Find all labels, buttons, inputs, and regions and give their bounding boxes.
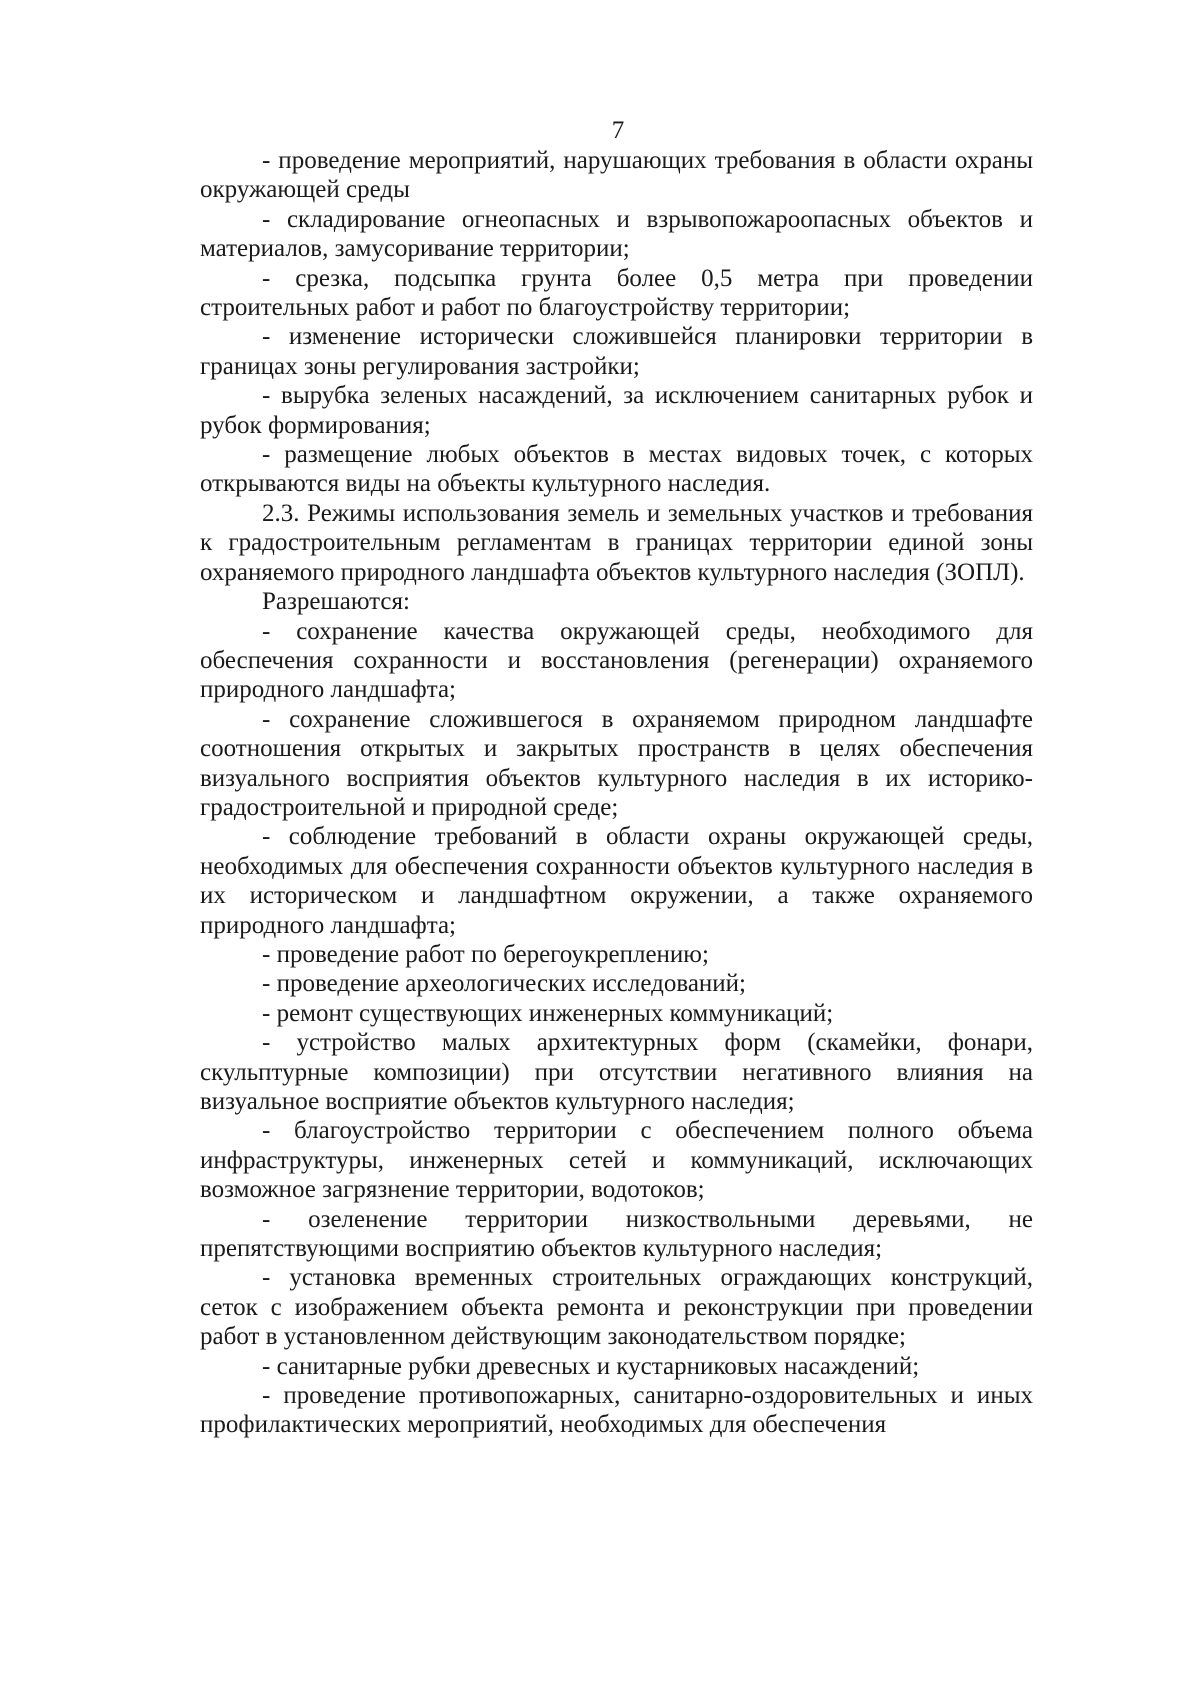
paragraph: - устройство малых архитектурных форм (скамейки, фонари, скульптурные композиции) при отсутствии негативного влияния на визуальное восприятие объектов культурного наследия; [200,1029,1033,1115]
paragraph: - проведение противопожарных, санитарно-оздоровительных и иных профилактических мероприятий, необходимых для обеспечения [200,1382,1033,1439]
paragraph: - благоустройство территории с обеспечением полного объема инфраструктуры, инженерных сетей и коммуникаций, исключающих возможное загрязнение территории, водотоков; [200,1117,1033,1204]
paragraph: - сохранение сложившегося в охраняемом природном ландшафте соотношения открытых и закрытых пространств в целях обеспечения визуального восприятия объектов культурного наследия в их историко-градостроительной и природной среде; [200,705,1033,821]
section-heading-paragraph: 2.3. Режимы использования земель и земельных участков и требования к градостроительным регламентам в границах территории единой зоны охраняемого природного ландшафта объектов культурного наследия (ЗОПЛ). [200,499,1033,586]
allowed-label: Разрешаются: [262,588,410,616]
paragraph: - вырубка зеленых насаждений, за исключением санитарных рубок и рубок формирования; [200,382,1033,439]
document-body [200,146,1033,1440]
paragraph: - срезка, подсыпка грунта более 0,5 метра при проведении строительных работ и работ по благоустройству территории; [200,264,1033,322]
paragraph: - установка временных строительных ограждающих конструкций, сеток с изображением объекта ремонта и реконструкции при проведении работ в установленном действующим законодательством порядке; [200,1264,1033,1351]
paragraph: - проведение мероприятий, нарушающих требования в области охраны окружающей среды [200,147,1033,204]
paragraph: - сохранение качества окружающей среды, необходимого для обеспечения сохранности и восстановления (регенерации) охраняемого природного ландшафта; [200,617,1033,704]
paragraph: - проведение археологических исследований; [262,970,746,998]
paragraph: - ремонт существующих инженерных коммуникаций; [262,999,834,1027]
page-number: 7 [611,117,625,144]
paragraph: - размещение любых объектов в местах видовых точек, с которых открываются виды на объекты культурного наследия. [200,441,1033,498]
paragraph: - соблюдение требований в области охраны окружающей среды, необходимых для обеспечения сохранности объектов культурного наследия в их историческом и ландшафтном окружении, а также охраняемого природного ландшафта; [200,823,1033,939]
paragraph: - изменение исторически сложившейся планировки территории в границах зоны регулирования застройки; [200,323,1033,380]
paragraph: - проведение работ по берегоукреплению; [262,940,709,968]
paragraph: - озеленение территории низкоствольными деревьями, не препятствующими восприятию объектов культурного наследия; [200,1205,1033,1263]
paragraph: - санитарные рубки древесных и кустарниковых насаждений; [262,1352,920,1380]
paragraph: - складирование огнеопасных и взрывопожароопасных объектов и материалов, замусоривание территории; [200,205,1033,263]
